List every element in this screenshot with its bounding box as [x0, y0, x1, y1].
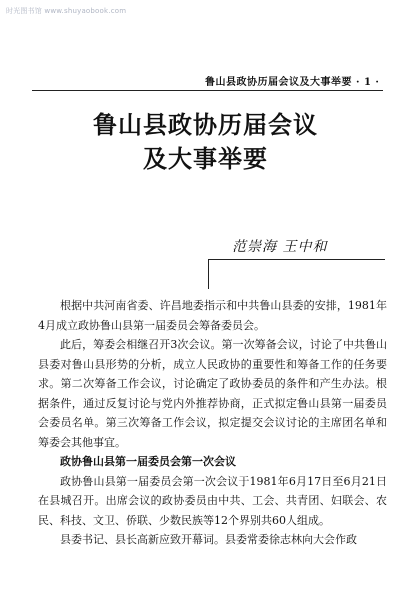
paragraph-3: 政协鲁山县第一届委员会第一次会议于1981年6月17日至6月21日在县城召开。出席会议的政协委员由中共、工会、共青团、妇联会、农民、科技、文卫、侨联、少数民族等12个界别共60人组成。: [38, 474, 387, 527]
byline-rule-horizontal: [208, 259, 385, 260]
body-text: [38, 296, 387, 550]
author-byline: 范崇海 王中和: [232, 239, 328, 255]
running-header: 鲁山县政协历届会议及大事举要 · 1 ·: [205, 77, 380, 88]
title-line-2: 及大事举要: [143, 144, 268, 173]
paragraph-4: 县委书记、县长高新应致开幕词。县委常委徐志林向大会作政: [60, 533, 357, 546]
page-title: [0, 108, 411, 176]
title-line-1: 鲁山县政协历届会议: [93, 110, 318, 139]
section-heading: 政协鲁山县第一届委员会第一次会议: [60, 455, 236, 468]
watermark: 时光图书馆 www.shuyaobook.com: [6, 7, 127, 15]
header-rule: [32, 90, 383, 91]
paragraph-2: 此后，筹委会相继召开3次会议。第一次筹备会议，讨论了中共鲁山县委对鲁山县形势的分析，成立人民政协的重要性和筹备工作的任务要求。第二次筹备工作会议，讨论确定了政协委员的条件和产生办法。根据条件，通过反复讨论与党内外推荐协商，正式拟定鲁山县第一届委员会委员名单。第三次筹备工作会议，拟定提交会议讨论的主席团名单和筹委会其他事宜。: [38, 338, 387, 449]
byline-rule-vertical: [208, 259, 209, 289]
paragraph-1: 根据中共河南省委、许昌地委指示和中共鲁山县委的安排，1981年4月成立政协鲁山县第一届委员会筹备委员会。: [38, 299, 387, 332]
